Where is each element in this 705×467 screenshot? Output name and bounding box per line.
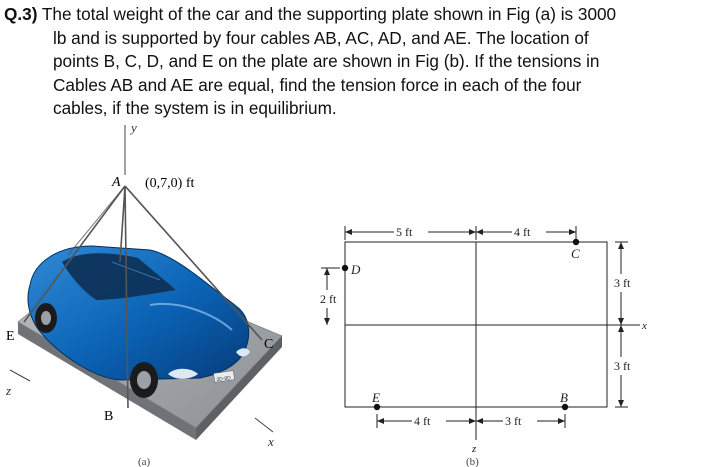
axis-y-label: y — [131, 120, 137, 135]
axis-z-label: z — [6, 383, 12, 398]
license-plate-text: 3D-8D — [216, 375, 232, 384]
problem-line-1: The total weight of the car and the supporting plate shown in Fig (a) is 3000 — [41, 4, 617, 24]
dim-top-right: 4 ft — [514, 225, 531, 239]
figure-b-plate-layout — [300, 205, 700, 467]
label-e: E — [372, 390, 380, 405]
axis-z-label-b: z — [472, 443, 477, 455]
point-e-label: E — [6, 329, 15, 344]
problem-line-5: cables, if the system is in equilibrium. — [53, 98, 337, 118]
point-b-label: B — [104, 409, 114, 424]
problem-first-line — [4, 4, 616, 24]
dim-right-top: 3 ft — [614, 276, 631, 290]
problem-statement — [4, 3, 704, 121]
dim-bottom-right: 3 ft — [505, 414, 522, 428]
problem-line-2: lb and is supported by four cables AB, AC, AD, and AE. The location of — [53, 27, 589, 48]
dim-top-left: 5 ft — [396, 225, 413, 239]
label-d: D — [351, 262, 361, 277]
question-number: Q.3) — [4, 4, 38, 24]
x-axis-line — [255, 418, 273, 432]
z-axis-line — [10, 370, 30, 381]
figure-a-car-on-plate — [0, 118, 300, 467]
dim-right-bottom: 3 ft — [614, 359, 631, 373]
point-a-coordinates: (0,7,0) ft — [145, 176, 195, 191]
point-d-marker — [342, 265, 348, 271]
figure-b-caption: (b) — [466, 456, 479, 467]
dim-left: 2 ft — [320, 292, 337, 306]
point-c-marker — [573, 239, 579, 245]
label-b: B — [560, 390, 568, 405]
point-c-label: C — [264, 337, 274, 352]
problem-line-3: points B, C, D, and E on the plate are shown in Fig (b). If the tensions in — [53, 51, 600, 71]
figure-a-caption: (a) — [138, 456, 151, 467]
point-a-label: A — [112, 175, 121, 190]
label-c: C — [571, 246, 580, 261]
axis-x-label: x — [268, 434, 274, 449]
axis-x-label-b: x — [642, 320, 647, 332]
problem-line-4: Cables AB and AE are equal, find the tension force in each of the four — [53, 74, 582, 95]
dim-bottom-left: 4 ft — [414, 414, 431, 428]
